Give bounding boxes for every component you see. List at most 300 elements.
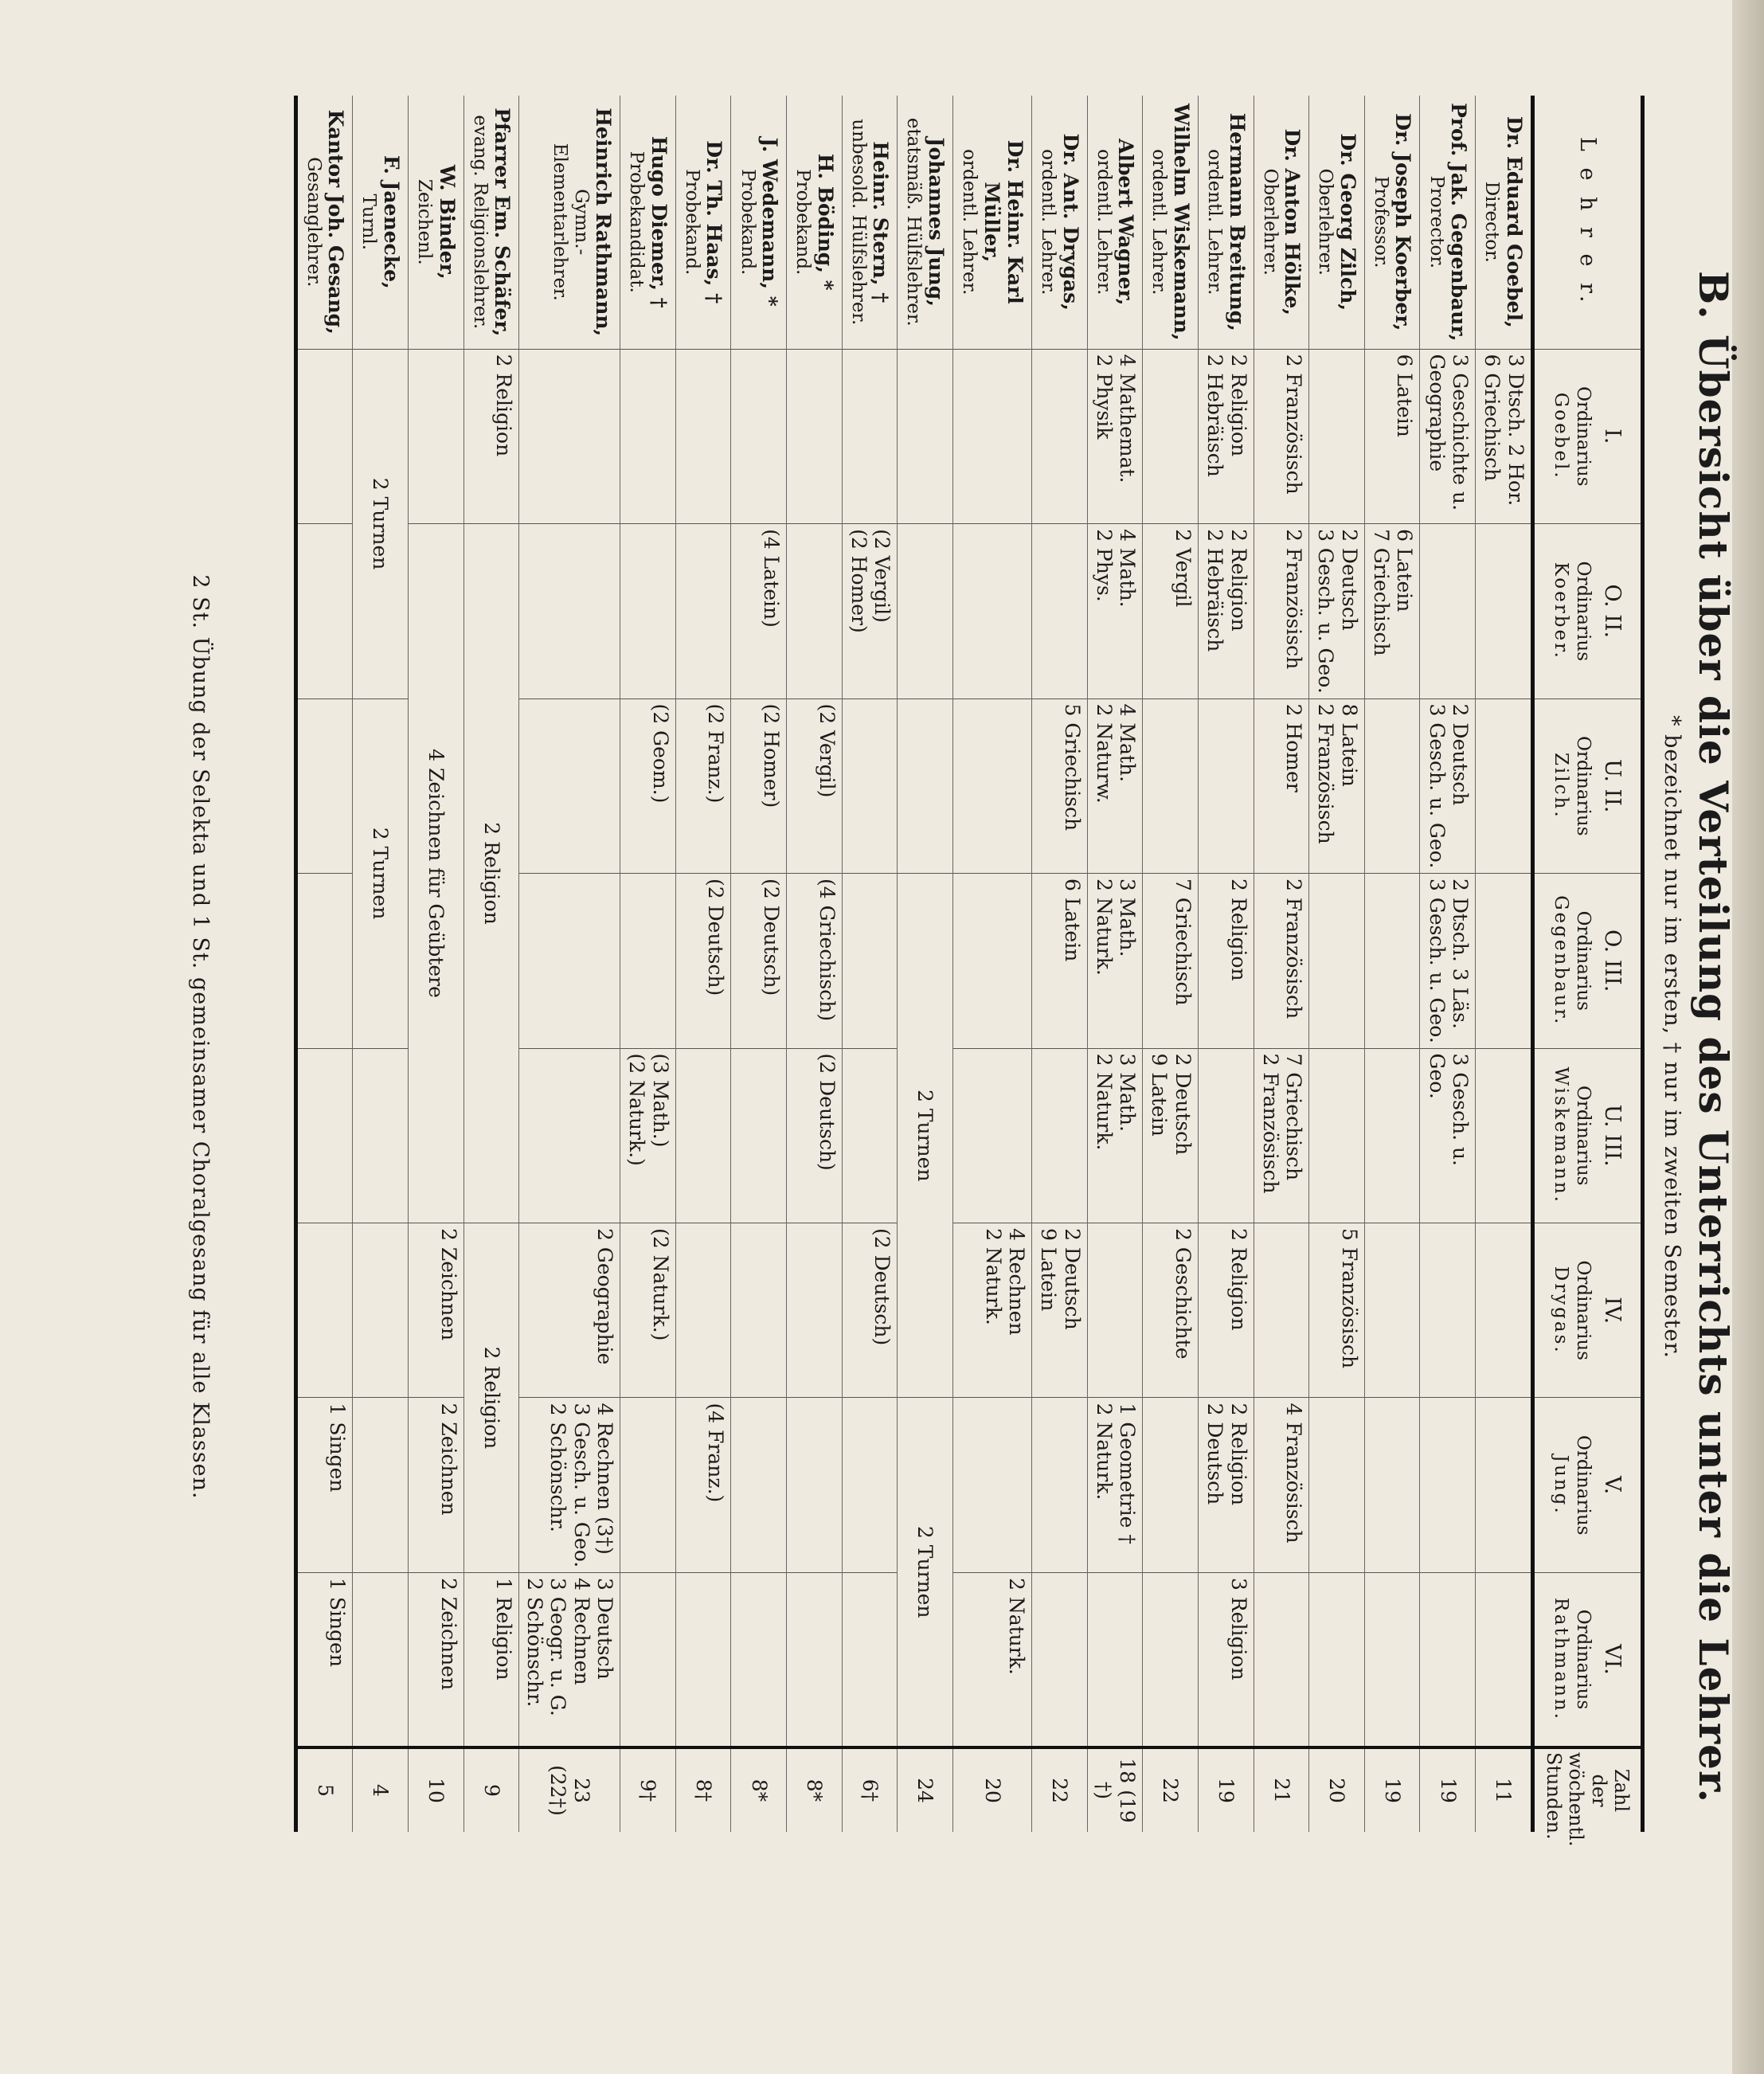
lesson-cell: [295, 699, 353, 873]
header-class: O. III. Ordinarius Gegenbaur.: [1532, 874, 1642, 1048]
total-hours-cell: 19: [1364, 1747, 1420, 1832]
lesson-cell: [787, 699, 843, 873]
lesson-cell: [1476, 699, 1533, 873]
lesson-text: 2 Geschichte: [1171, 1228, 1195, 1360]
lesson-text: [1092, 1054, 1139, 1218]
teacher-cell: [353, 96, 409, 349]
lesson-cell: [1364, 349, 1420, 523]
lesson-text: 2 Zeichnen: [436, 1403, 460, 1516]
text-line: (2 Vergil): [870, 529, 894, 623]
total-hours-cell: 10: [409, 1747, 464, 1832]
lesson-text: (2 Deutsch): [704, 879, 728, 996]
lesson-cell: [295, 1048, 353, 1223]
teacher-role: Probekandidat.: [626, 151, 647, 293]
text-line: 4 Mathemat.: [1116, 354, 1140, 483]
lesson-cell: [1420, 874, 1476, 1048]
text-line: 2 Religion: [1226, 529, 1250, 632]
lesson-cell: [953, 1398, 1032, 1572]
text-line: 3 Gesch. u. Geo.: [1425, 879, 1449, 1043]
lesson-text: 2 Religion: [492, 354, 516, 457]
text-line: 2 Deutsch: [1060, 1228, 1084, 1330]
text-line: 9 Latein: [1037, 1228, 1061, 1312]
table-row: [898, 96, 953, 1832]
lesson-cell: [295, 349, 353, 523]
lesson-cell: [675, 1048, 731, 1223]
lesson-cell: [953, 874, 1032, 1048]
teacher-cell: [953, 96, 1032, 349]
spanning-lesson-cell: [353, 699, 409, 1048]
lesson-cell: [295, 524, 353, 699]
teacher-role: ordentl. Lehrer.: [959, 149, 980, 295]
lesson-cell: [620, 1398, 676, 1572]
lesson-cell: [1143, 874, 1199, 1048]
header-class: IV. Ordinarius Drygas.: [1532, 1223, 1642, 1398]
lesson-cell: [519, 1223, 620, 1398]
lesson-cell: [1476, 1398, 1533, 1572]
teacher-cell: [787, 96, 843, 349]
lesson-cell: [1199, 1048, 1254, 1223]
header-class: VI. Ordinarius Rathmann.: [1532, 1572, 1642, 1747]
lesson-cell: [295, 1223, 353, 1398]
lesson-cell: [842, 349, 898, 523]
lesson-cell: [1087, 1223, 1143, 1398]
lesson-cell: [1254, 1572, 1309, 1747]
lesson-cell: [620, 874, 676, 1048]
lesson-cell: [1309, 1572, 1365, 1747]
header-class: V. Ordinarius Jung.: [1532, 1398, 1642, 1572]
text-line: 6 Latein: [1393, 529, 1417, 612]
lesson-cell: [731, 1048, 787, 1223]
text-line: 4 Rechnen: [1005, 1228, 1029, 1336]
teacher-role: Director.: [1481, 181, 1503, 263]
text-line: 2 Dtsch. 3 Läs.: [1449, 879, 1473, 1029]
lesson-text: (2 Homer): [760, 703, 784, 808]
lesson-cell: [1087, 1572, 1143, 1747]
lesson-cell: [353, 1048, 409, 1223]
lesson-text: 3 Gesch. u. Geo.: [1425, 1053, 1473, 1167]
text-line: 3 Deutsch: [593, 1577, 617, 1680]
table-row: [787, 96, 843, 1832]
total-hours-cell: 24: [898, 1747, 953, 1832]
teacher-name: Dr. Georg Zilch,: [1336, 133, 1359, 311]
table-row: [295, 96, 353, 1832]
spanning-lesson-cell: [463, 524, 519, 1223]
lesson-cell: [953, 524, 1032, 699]
lesson-text: (2 Vergil): [815, 703, 839, 798]
teacher-role: [549, 99, 592, 346]
lesson-cell: [675, 1223, 731, 1398]
spanning-lesson-cell: [898, 1398, 953, 1747]
table-row: [842, 96, 898, 1832]
text-line: 2 Religion: [1226, 354, 1250, 457]
teacher-role: evang. Religionslehrer.: [469, 115, 491, 330]
text-line: 6 Griechisch: [1480, 354, 1504, 482]
lesson-text: [1148, 1054, 1195, 1218]
lesson-text: 2 Turnen: [369, 827, 393, 920]
lesson-cell: [1309, 1398, 1365, 1572]
lesson-cell: [295, 1572, 353, 1747]
text-line: 3 Geogr. u. G.: [546, 1577, 570, 1716]
teacher-cell: [295, 96, 353, 349]
lesson-text: [1314, 529, 1361, 693]
lesson-cell: [953, 1572, 1032, 1747]
lesson-cell: [519, 349, 620, 523]
lesson-cell: [675, 349, 731, 523]
teacher-name: W. Binder,: [435, 164, 459, 280]
total-hours-cell: 20: [953, 1747, 1032, 1832]
lesson-cell: [787, 1223, 843, 1398]
lesson-text: (2 Deutsch): [760, 879, 784, 996]
teacher-name: Dr. Heinr. Karl Müller,: [980, 139, 1027, 304]
lesson-cell: [1143, 1398, 1199, 1572]
teacher-cell: [620, 96, 676, 349]
lesson-cell: [1199, 1223, 1254, 1398]
table-row: [1420, 96, 1476, 1832]
lesson-text: 2 Religion: [479, 822, 503, 925]
lesson-text: [1037, 1228, 1084, 1392]
teacher-role: ordentl. Lehrer.: [1093, 149, 1114, 295]
lesson-text: [847, 529, 894, 693]
lesson-text: [1425, 879, 1472, 1043]
lesson-text: 1 Religion: [492, 1577, 516, 1681]
lesson-cell: [1364, 874, 1420, 1048]
lesson-cell: [1476, 524, 1533, 699]
teacher-role: Professor.: [1371, 175, 1391, 268]
table-row: [409, 96, 464, 1832]
lesson-cell: [787, 1572, 843, 1747]
table-row: [675, 96, 731, 1832]
teacher-role: ordentl. Lehrer.: [1204, 149, 1226, 295]
total-hours-cell: 18 (19 †): [1087, 1747, 1143, 1832]
total-hours-cell: 22: [1032, 1747, 1088, 1832]
table-row: [1199, 96, 1254, 1832]
lesson-cell: [1087, 699, 1143, 873]
total-hours-cell: 22: [1143, 1747, 1199, 1832]
teacher-name: Albert Wagner,: [1114, 139, 1138, 306]
text-line: 3 Gesch. u. Geo.: [569, 1403, 593, 1568]
teacher-name: Heinrich Rathmann,: [592, 108, 616, 337]
table-row: [463, 96, 519, 1832]
lesson-cell: [1364, 1398, 1420, 1572]
total-hours-cell: 20: [1309, 1747, 1365, 1832]
total-hours-cell: 5: [295, 1747, 353, 1832]
lesson-cell: [1309, 1223, 1365, 1398]
lesson-cell: [519, 874, 620, 1048]
lesson-text: 2 Zeichnen: [436, 1228, 460, 1341]
lesson-cell: [1143, 349, 1199, 523]
header-class: U. II. Ordinarius Zilch.: [1532, 699, 1642, 873]
lesson-cell: [731, 349, 787, 523]
lesson-text: 2 Französisch: [1282, 529, 1306, 670]
teacher-cell: [463, 96, 519, 349]
lesson-text: [1203, 354, 1250, 518]
lesson-cell: [842, 524, 898, 699]
text-line: 2 Schönschr.: [546, 1403, 570, 1532]
lesson-cell: [675, 524, 731, 699]
teacher-name: Dr. Joseph Koerber,: [1391, 113, 1415, 331]
lesson-text: 6 Latein: [1393, 354, 1417, 437]
text-line: 8 Latein: [1337, 703, 1361, 787]
teaching-distribution-table: [294, 96, 1645, 1847]
footer-note: 2 St. Übung der Selekta und 1 St. gemeinsamer Choralgesang für alle Klassen.: [188, 574, 213, 1500]
text-line: 3 Geschichte u.: [1449, 354, 1473, 511]
lesson-text: 6 Latein: [1060, 879, 1084, 962]
lesson-cell: [1420, 1398, 1476, 1572]
teacher-name: H. Böding, *: [813, 153, 837, 291]
text-line: 4 Math.: [1116, 529, 1140, 608]
text-line: 3 Math.: [1116, 879, 1140, 957]
lesson-cell: [519, 1398, 620, 1572]
lesson-cell: [1143, 1223, 1199, 1398]
teacher-role: Oberlehrer.: [1315, 168, 1336, 276]
table-row: [1364, 96, 1420, 1832]
lesson-text: 5 Griechisch: [1060, 703, 1084, 832]
lesson-cell: [1476, 349, 1533, 523]
table-row: [953, 96, 1032, 1832]
lesson-cell: [1199, 524, 1254, 699]
lesson-cell: [620, 349, 676, 523]
teacher-cell: [1476, 96, 1533, 349]
text-line: (2 Naturk.): [625, 1053, 649, 1166]
teacher-role: Probekand.: [682, 169, 702, 276]
lesson-text: 4 Französisch: [1282, 1403, 1306, 1544]
text-line: 2 Naturw.: [1092, 703, 1116, 804]
teacher-cell: [898, 96, 953, 349]
lesson-cell: [353, 1223, 409, 1398]
text-line: Elementarlehrer.: [549, 143, 570, 301]
lesson-text: (4 Franz.): [704, 1403, 728, 1503]
lesson-cell: [1254, 349, 1309, 523]
teacher-role: ordentl. Lehrer.: [1038, 149, 1059, 295]
lesson-cell: [1476, 874, 1533, 1048]
teacher-role: Zeichenl.: [414, 178, 436, 265]
lesson-text: [546, 1403, 617, 1567]
header-class: I. Ordinarius Goebel.: [1532, 349, 1642, 523]
lesson-cell: [1087, 1398, 1143, 1572]
lesson-cell: [409, 349, 464, 523]
lesson-cell: [953, 1223, 1032, 1398]
lesson-cell: [731, 1223, 787, 1398]
total-hours-cell: 19: [1199, 1747, 1254, 1832]
teacher-name: Pfarrer Em. Schäfer,: [491, 108, 514, 337]
lesson-cell: [1309, 524, 1365, 699]
lesson-text: [1092, 354, 1139, 518]
spanning-lesson-cell: [353, 349, 409, 699]
table-header-row: [1532, 96, 1642, 1832]
lesson-cell: [1420, 699, 1476, 873]
lesson-cell: [519, 1048, 620, 1223]
lesson-cell: [1364, 1048, 1420, 1223]
lesson-cell: [1143, 699, 1199, 873]
lesson-text: [1314, 704, 1361, 868]
teacher-cell: [1199, 96, 1254, 349]
header-class: U. III. Ordinarius Wiskemann.: [1532, 1048, 1642, 1223]
lesson-cell: [1199, 874, 1254, 1048]
spanning-lesson-cell: [898, 874, 953, 1398]
lesson-text: 2 Religion: [1226, 1228, 1250, 1331]
lesson-text: 5 Französisch: [1337, 1228, 1361, 1369]
teacher-cell: [409, 96, 464, 349]
lesson-cell: [295, 1398, 353, 1572]
lesson-cell: [842, 1048, 898, 1223]
lesson-cell: [842, 1223, 898, 1398]
lesson-cell: [1032, 874, 1088, 1048]
teacher-cell: [1420, 96, 1476, 349]
lesson-cell: [675, 1572, 731, 1747]
spanning-lesson-cell: [463, 1223, 519, 1573]
lesson-cell: [675, 699, 731, 873]
lesson-cell: [1199, 1572, 1254, 1747]
table-row: [731, 96, 787, 1832]
lesson-cell: [731, 1572, 787, 1747]
lesson-cell: [953, 1048, 1032, 1223]
lesson-cell: [1087, 1048, 1143, 1223]
teacher-role: ordentl. Lehrer.: [1148, 149, 1170, 295]
document-title: B. Übersicht über die Verteilung des Unterrichts unter die Lehrer.: [1690, 270, 1737, 1804]
lesson-cell: [620, 1223, 676, 1398]
text-line: 4 Rechnen: [569, 1577, 593, 1685]
lesson-cell: [1309, 874, 1365, 1048]
total-hours-cell: 8†: [675, 1747, 731, 1832]
lesson-text: [625, 1054, 672, 1218]
lesson-cell: [731, 699, 787, 873]
lesson-cell: [787, 1398, 843, 1572]
lesson-cell: [620, 524, 676, 699]
lesson-cell: [1309, 1048, 1365, 1223]
lesson-cell: [463, 349, 519, 523]
text-line: 2 Schönschr.: [522, 1577, 546, 1708]
document-subtitle: * bezeichnet nur im ersten, † nur im zweiten Semester.: [1660, 715, 1684, 1359]
header-teacher: L e h r e r.: [1532, 96, 1642, 349]
lesson-text: 1 Singen: [326, 1577, 350, 1667]
lesson-cell: [731, 874, 787, 1048]
text-line: 4 Rechnen (3†): [593, 1403, 617, 1555]
table-row: [1309, 96, 1365, 1832]
lesson-cell: [409, 1572, 464, 1747]
lesson-text: [981, 1228, 1028, 1392]
total-hours-cell: 9†: [620, 1747, 676, 1832]
lesson-cell: [1254, 1048, 1309, 1223]
lesson-cell: [1032, 349, 1088, 523]
lesson-text: [1092, 704, 1139, 868]
text-line: 7 Griechisch: [1282, 1053, 1306, 1181]
total-hours-cell: 8*: [787, 1747, 843, 1832]
teacher-name: Dr. Ant. Drygas,: [1058, 133, 1082, 311]
lesson-cell: [1476, 1048, 1533, 1223]
lesson-cell: [1087, 524, 1143, 699]
lesson-cell: [787, 874, 843, 1048]
lesson-cell: [787, 524, 843, 699]
text-line: 2 Religion: [1226, 1403, 1250, 1506]
lesson-text: 2 Religion: [1226, 879, 1250, 981]
text-line: 3 Gesch. u. Geo.: [1425, 703, 1449, 869]
lesson-cell: [1364, 1572, 1420, 1747]
teacher-name: Heinr. Stern, †: [869, 141, 893, 303]
text-line: 2 Naturk.: [1092, 1403, 1116, 1501]
lesson-text: (4 Latein): [760, 529, 784, 628]
text-line: 2 Französisch: [1258, 1053, 1282, 1194]
lesson-cell: [1199, 699, 1254, 873]
text-line: 2 Naturk.: [1092, 879, 1116, 976]
lesson-text: 2 Religion: [479, 1346, 503, 1450]
lesson-text: 2 Turnen: [913, 1525, 937, 1618]
text-line: 1 Geometrie †: [1116, 1403, 1140, 1544]
teacher-cell: [519, 96, 620, 349]
table-row: [1032, 96, 1088, 1832]
lesson-cell: [1309, 349, 1365, 523]
lesson-cell: [463, 1572, 519, 1747]
teacher-name: Kantor Joh. Gesang,: [324, 109, 348, 335]
lesson-cell: [519, 1572, 620, 1747]
total-hours-cell: 21: [1254, 1747, 1309, 1832]
text-line: Geographie: [1425, 354, 1449, 472]
lesson-cell: [1420, 1223, 1476, 1398]
lesson-cell: [1032, 699, 1088, 873]
lesson-text: [1092, 1403, 1139, 1567]
lesson-cell: [1420, 1048, 1476, 1223]
table-row: [620, 96, 676, 1832]
lesson-cell: [295, 874, 353, 1048]
table-row: [1254, 96, 1309, 1832]
lesson-cell: [1143, 524, 1199, 699]
teacher-name: J. Wedemann, *: [758, 137, 782, 307]
lesson-text: [1092, 529, 1139, 693]
lesson-text: 2 Zeichnen: [436, 1577, 460, 1691]
lesson-cell: [1254, 1398, 1309, 1572]
lesson-cell: [1087, 349, 1143, 523]
teacher-name: Dr. Eduard Goebel,: [1502, 115, 1526, 328]
lesson-cell: [1143, 1572, 1199, 1747]
lesson-cell: [1143, 1048, 1199, 1223]
total-hours-cell: 8*: [731, 1747, 787, 1832]
teacher-role: Gesanglehrer.: [303, 157, 324, 288]
lesson-text: 2 Geographie: [593, 1228, 617, 1365]
lesson-cell: [1199, 1398, 1254, 1572]
text-line: 2 Phys.: [1092, 529, 1116, 602]
lesson-text: 2 Französisch: [1282, 354, 1306, 495]
teacher-name: Wilhelm Wiskemann,: [1170, 104, 1193, 341]
teacher-role: unbesold. Hülfslehrer.: [847, 119, 869, 326]
text-line: 3 Math.: [1116, 1053, 1140, 1132]
lesson-cell: [675, 874, 731, 1048]
lesson-text: (2 Deutsch): [815, 1053, 839, 1171]
teacher-name: Dr. Th. Haas, †: [702, 140, 726, 304]
total-hours-cell: 6†: [842, 1747, 898, 1832]
lesson-cell: [353, 1572, 409, 1747]
lesson-text: 1 Singen: [326, 1403, 350, 1493]
teacher-role: Probekand.: [792, 169, 814, 276]
lesson-cell: [1087, 874, 1143, 1048]
text-line: Gymn.-: [570, 189, 592, 256]
lesson-cell: [1032, 1572, 1088, 1747]
text-line: 3 Gesch. u. Geo.: [1314, 529, 1338, 694]
lesson-cell: [731, 524, 787, 699]
lesson-cell: [842, 874, 898, 1048]
lesson-cell: [1032, 524, 1088, 699]
lesson-text: [1203, 529, 1250, 693]
teacher-cell: [1364, 96, 1420, 349]
table-row: [1087, 96, 1143, 1832]
teacher-cell: [1143, 96, 1199, 349]
lesson-text: 4 Zeichnen für Geübtere: [424, 749, 448, 998]
lesson-cell: [353, 1398, 409, 1572]
teacher-role: Prorector.: [1426, 175, 1447, 269]
lesson-cell: [1199, 349, 1254, 523]
table-row: [353, 96, 409, 1832]
lesson-text: 2 Vergil: [1171, 529, 1195, 608]
lesson-text: 2 Französisch: [1282, 879, 1306, 1019]
lesson-cell: [1476, 1223, 1533, 1398]
